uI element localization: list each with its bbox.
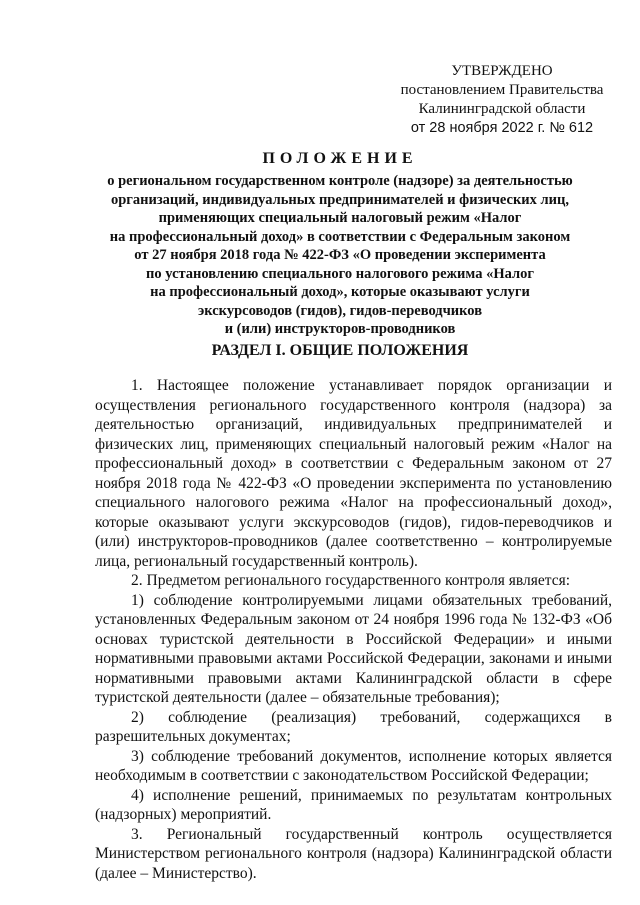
subtitle-line: экскурсоводов (гидов), гидов-переводчиков xyxy=(197,302,483,319)
subtitle-line: и (или) инструкторов-проводников xyxy=(224,321,456,337)
paragraph-2-item-4: 4) исполнение решений, принимаемых по результатам контрольных (надзорных) мероприятий. xyxy=(95,786,612,823)
subtitle-line: на профессиональный доход», которые оказывают услуги xyxy=(150,284,530,300)
subtitle-line: о региональном государственном контроле (надзоре) за деятельностью xyxy=(107,173,573,189)
subtitle-line: на профессиональный доход» в соответствии с Федеральным законом xyxy=(109,228,571,245)
document-body xyxy=(95,376,612,883)
paragraph-3: 3. Региональный государственный контроль осуществляется Министерством регионального контроля (надзора) Калининградской области (далее – Министерство). xyxy=(95,825,612,882)
approval-title: УТВЕРЖДЕНО xyxy=(451,63,553,79)
approval-line-region: Калининградской области xyxy=(418,101,586,117)
subtitle-line: по установлению специального налогового режима «Налог xyxy=(146,265,534,282)
subtitle-line: применяющих специальный налоговый режим «Налог xyxy=(158,210,522,226)
approval-line-resolution: постановлением Правительства xyxy=(400,82,604,98)
document-title-block xyxy=(70,150,610,339)
document-title: ПОЛОЖЕНИЕ xyxy=(262,150,418,167)
paragraph-2: 2. Предметом регионального государственного контроля является: xyxy=(131,572,571,589)
paragraph-2-item-3: 3) соблюдение требований документов, исполнение которых является необходимым в соответствии с законодательством Российской Федерации; xyxy=(95,747,612,784)
document-subtitle xyxy=(70,172,610,339)
subtitle-line: организаций, индивидуальных предпринимателей и физических лиц, xyxy=(110,191,570,208)
section-heading: РАЗДЕЛ I. ОБЩИЕ ПОЛОЖЕНИЯ xyxy=(211,342,469,359)
paragraph-2-item-2: 2) соблюдение (реализация) требований, содержащихся в разрешительных документах; xyxy=(95,708,612,745)
approval-date-number: от 28 ноября 2022 г. № 612 xyxy=(410,120,594,136)
subtitle-line: от 27 ноября 2018 года № 422-ФЗ «О проведении эксперимента xyxy=(134,247,546,263)
approval-stamp xyxy=(387,62,617,138)
paragraph-2-item-1: 1) соблюдение контролируемыми лицами обязательных требований, установленных Федеральным законом от 24 ноября 1996 года № 132-ФЗ «Об основах туристской деятельности в Российской Федерации» и иными нормативными правовыми актами Российской Федерации, законами и иными нормативными правовыми актами Калининградской области в сфере туристской деятельности (далее – обязательные требования); xyxy=(95,591,612,706)
paragraph-1: 1. Настоящее положение устанавливает порядок организации и осуществления регионального государственного контроля (надзора) за деятельностью организаций, индивидуальных предпринимателей и физических лиц, применяющих специальный налоговый режим «Налог на профессиональный доход» в соответствии с Федеральным законом от 27 ноября 2018 года № 422-ФЗ «О проведении эксперимента по установлению специального налогового режима «Налог на профессиональный доход», которые оказывают услуги экскурсоводов (гидов), гидов-переводчиков и (или) инструкторов-проводников (далее соответственно – контролируемые лица, региональный государственный контроль). xyxy=(95,377,612,570)
